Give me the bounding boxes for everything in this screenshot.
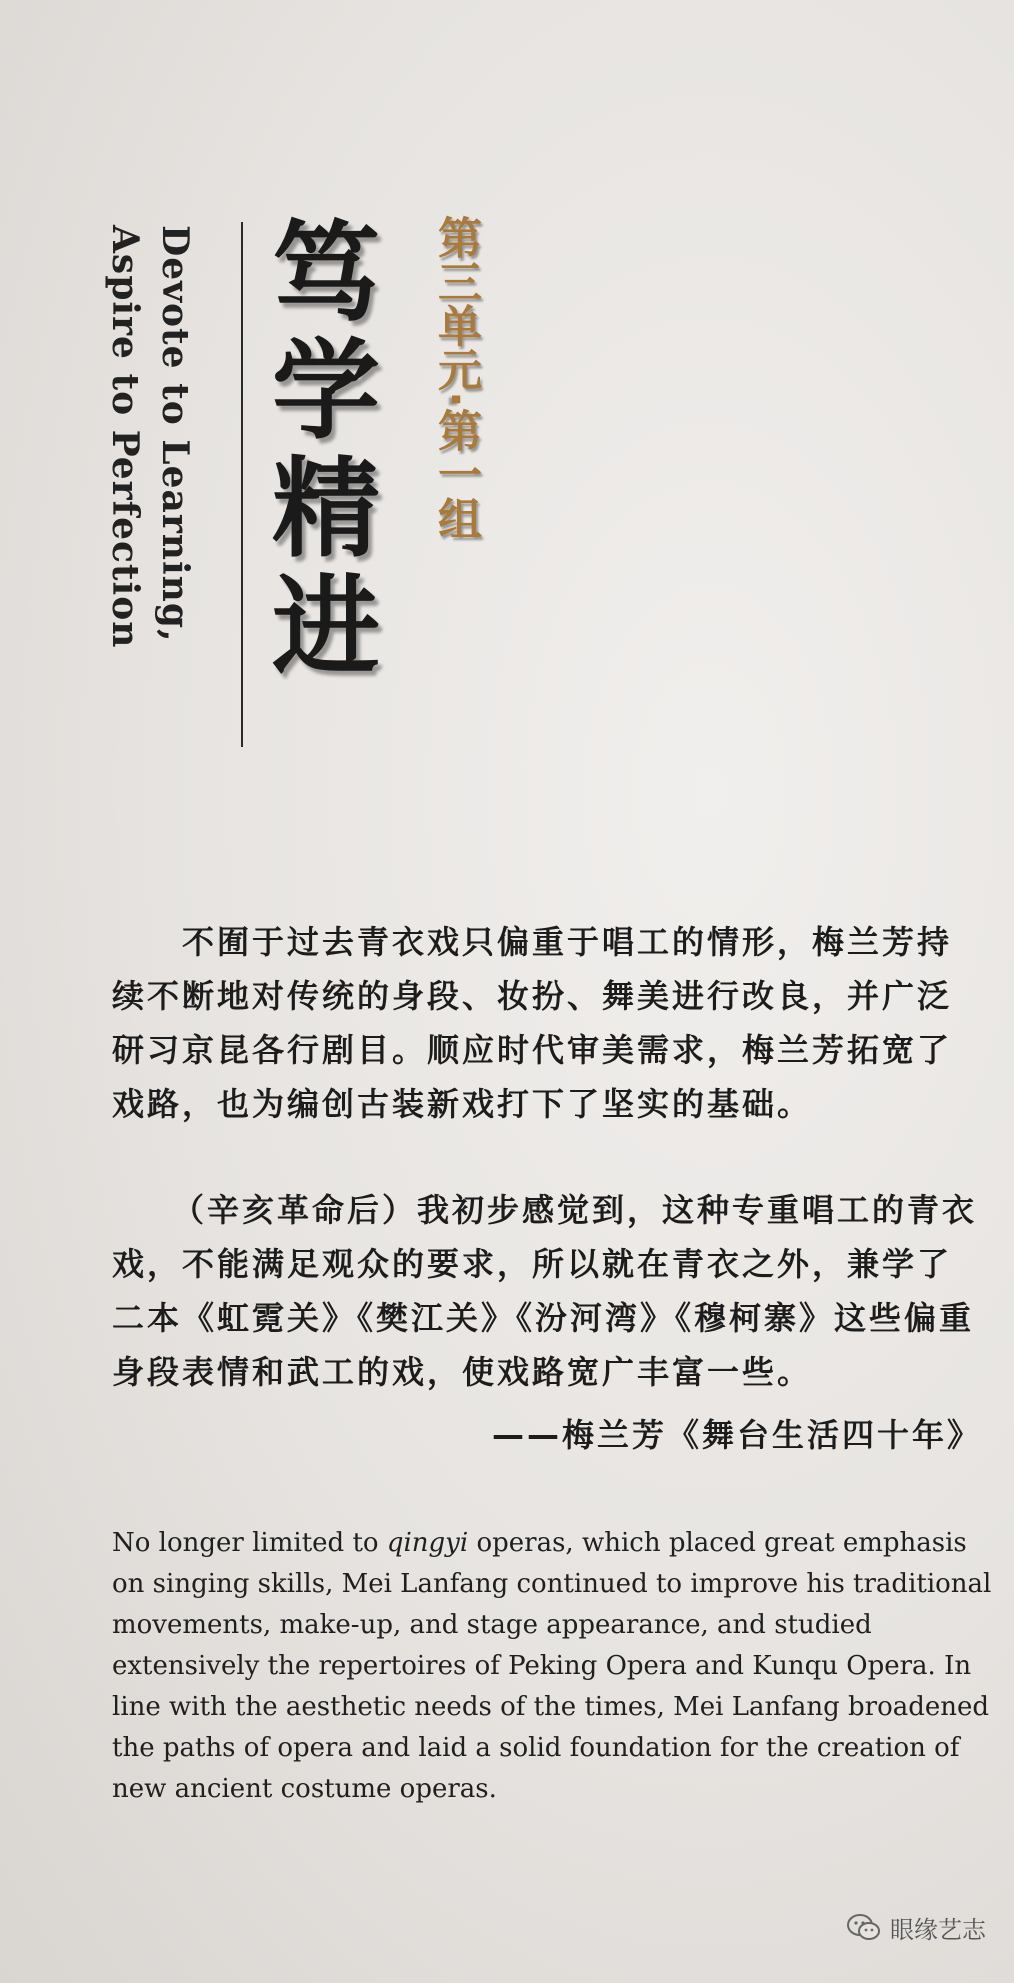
quote-attribution: ——梅兰芳《舞台生活四十年》: [491, 1416, 982, 1454]
unit-label: 第三单元·第一组: [430, 215, 481, 540]
english-title: [100, 225, 200, 648]
chinese-title: 笃学精进: [272, 211, 381, 690]
chinese-paragraph-1: 不囿于过去青衣戏只偏重于唱工的情形，梅兰芳持续不断地对传统的身段、妆扮、舞美进行改良，并广泛研习京昆各行剧目。顺应时代审美需求，梅兰芳拓宽了戏路，也为编创古装新戏打下了坚实的基础。: [112, 923, 953, 1123]
english-body-start: No longer limited to: [112, 1528, 387, 1558]
chinese-quote-paragraph: （辛亥革命后）我初步感觉到，这种专重唱工的青衣戏，不能满足观众的要求，所以就在青衣之外，兼学了二本《虹霓关》《樊江关》《汾河湾》《穆柯寨》这些偏重身段表情和武工的戏，使戏路宽广丰富一些。: [112, 1191, 978, 1391]
english-body-italic: qingyi: [386, 1528, 469, 1558]
watermark-text: 眼缘艺志: [890, 1916, 986, 1944]
english-title-line-1: Devote to Learning,: [154, 225, 196, 643]
english-paragraph: [112, 1523, 992, 1810]
english-title-line-2: Aspire to Perfection: [104, 225, 146, 649]
vertical-divider: [241, 222, 243, 747]
wechat-icon: [846, 1913, 882, 1943]
english-body-end: operas, which placed great emphasis on singing skills, Mei Lanfang continued to improve his traditional movements, make-up, and stage appearance, and studied extensively the repertoires of Peking Opera and Kunqu Opera. In line with the aesthetic needs of the times, Mei Lanfang broadened the paths of opera and laid a solid foundation for the creation of new ancient costume operas.: [112, 1528, 992, 1804]
watermark: [846, 1910, 986, 1945]
